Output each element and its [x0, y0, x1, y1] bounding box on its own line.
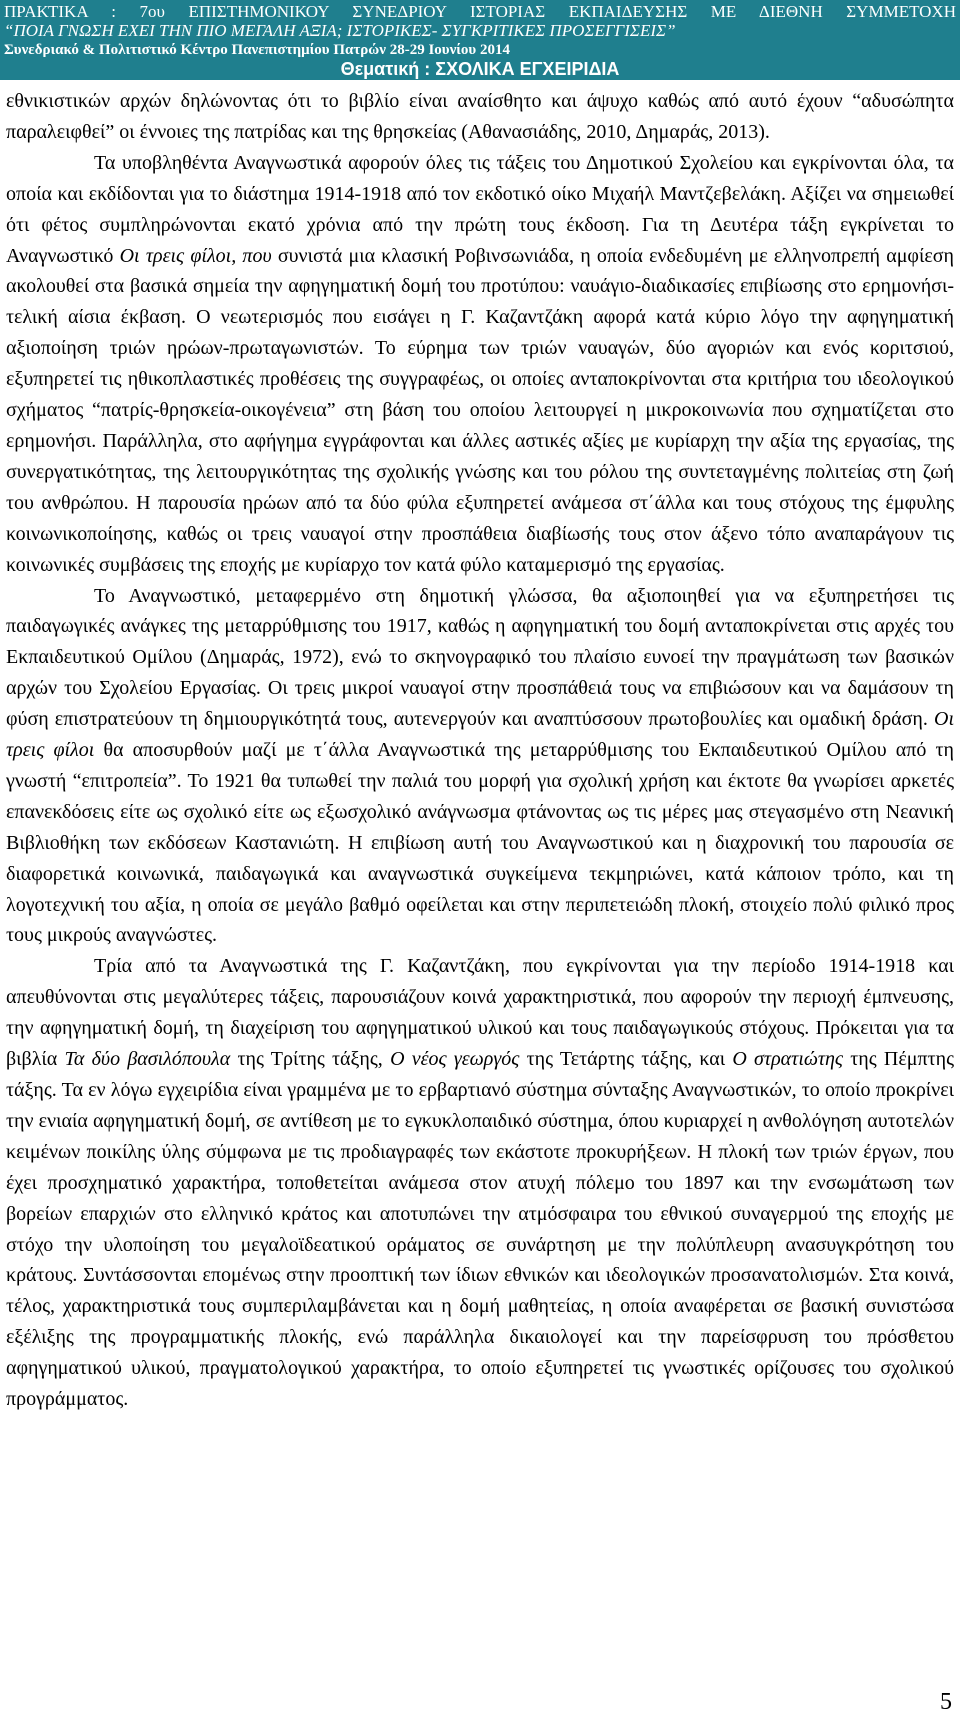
- conference-subtitle: “ΠΟΙΑ ΓΝΩΣΗ ΕΧΕΙ ΤΗΝ ΠΙΟ ΜΕΓΑΛΗ ΑΞΙΑ; ΙΣΤΟΡΙΚΕΣ- ΣΥΓΚΡΙΤΙΚΕΣ ΠΡΟΣΕΓΓΙΣΕΙΣ”: [4, 21, 676, 40]
- paragraph-2-text-a: Τα υποβληθέντα Αναγνωστικά αφορούν όλες τις τάξεις του Δημοτικού Σχολείου και εγκρίνονται όλα, τα οποία και εκδίδονται για το διάστημα 1914-1918 από τον εκδοτικό οίκο Μιχαήλ Μαντζεβελάκη. Αξίζει να σημειωθεί ότι φέτος συμπληρώνονται εκατό χρόνια από την πρώτη τους έκδοση. Για τη Δευτέρα τάξη εγκρίνεται το Αναγνωστικό: [6, 151, 954, 267]
- paragraph-2: [6, 148, 954, 581]
- conference-header-banner: [0, 0, 960, 80]
- book-title-oi-treis-filoi-2: Οι τρεις φίλοι: [6, 708, 954, 762]
- book-title-o-stratiotis: Ο στρατιώτης: [732, 1048, 844, 1071]
- paragraph-2-text-b: συνιστά μια κλασική Ροβινσωνιάδα, η οποία ενδεδυμένη με ελληνοπρεπή αμφίεση ακολουθεί στα βασικά σημεία την αφηγηματική δομή του προτύπου: ναυάγιο-διαδικασίες επιβίωσης στο ερημονήσι- τελική αίσια έκβαση. Ο νεωτερισμός που εισάγει η Γ. Καζαντζάκη αφορά κατά κύριο λόγο την αφηγηματική αξιοποίηση τριών ηρώων-πρωταγωνιστών. Το εύρημα των τριών ναυαγών, δύο αγοριών και ενός κοριτσιού, εξυπηρετεί τις ηθικοπλαστικές προθέσεις της συγγραφέως, οι οποίες ανταποκρίνονται στα κριτήρια του ιδεολογικού σχήματος “πατρίς-θρησκεία-οικογένεια” στη βάση του οποίου λειτουργεί η μικροκοινωνία που σχηματίζεται στο ερημονήσι. Παράλληλα, στο αφήγημα εγγράφονται και άλλες αστικές αξίες με κυρίαρχη την αξία της εργασίας, της συνεργατικότητας, της λειτουργικότητας της σχολικής γνώσης και του ρόλου της συντεταγμένης πολιτείας στη ζωή του ανθρώπου. Η παρουσία ηρώων από τα δύο φύλα εξυπηρετεί ανάμεσα στ΄άλλα και τους στόχους της έμφυλης κοινωνικοποίησης, καθώς οι τρεις ναυαγοί στην προσπάθεια διαβίωσής τους στον άξενο τόπο αναπαράγουν τις κοινωνικές συμβάσεις της εποχής με κυρίαρχο τον κατά φύλο καταμερισμό της εργασίας.: [6, 244, 954, 576]
- section-theme: Θεματική : ΣΧΟΛΙΚΑ ΕΓΧΕΙΡΙΔΙΑ: [340, 59, 620, 79]
- document-body: [6, 86, 954, 1415]
- paragraph-3-text-a: Το Αναγνωστικό, μεταφερμένο στη δημοτική γλώσσα, θα αξιοποιηθεί για να εξυπηρετήσει τις παιδαγωγικές ανάγκες της μεταρρύθμισης του 1917, καθώς η αφηγηματική του δομή ανταποκρίνεται στις αρχές του Εκπαιδευτικού Ομίλου (Δημαράς, 1972), ενώ το σκηνογραφικό του πλαίσιο ευνοεί την πραγμάτωση των βασικών αρχών του Σχολείου Εργασίας. Οι τρεις μικροί ναυαγοί στην προσπάθειά τους να επιβιώσουν και να δαμάσουν τη φύση επιστρατεύουν τη δημιουργικότητά τους, αυτενεργούν και αναπτύσσουν πρωτοβουλίες και ομαδική δράση.: [6, 584, 954, 731]
- page-number: 5: [940, 1689, 952, 1715]
- book-title-o-neos-georgos: Ο νέος γεωργός: [390, 1048, 520, 1071]
- paragraph-4-text-a: Τρία από τα Αναγνωστικά της Γ. Καζαντζάκη, που εγκρίνονται για την περίοδο 1914-1918 και απευθύνονται στις μεγαλύτερες τάξεις, παρουσιάζουν κοινά χαρακτηριστικά, που αφορούν την περιοχή έμπνευσης, την αφηγηματική δομή, τη διαχείριση του αφηγηματικού υλικού και τους παιδαγωγικούς στόχους. Πρόκειται για τα βιβλία: [6, 955, 954, 1071]
- paragraph-4-text-d: της Πέμπτης τάξης. Τα εν λόγω εγχειρίδια είναι γραμμένα με το ερβαρτιανό σύστημα σύνταξης Αναγνωστικών, το οποίο προκρίνει την ενιαία αφηγηματική δομή, σε αντίθεση με το εγκυκλοπαιδικό σύστημα, όπου κυριαρχεί η ανθολόγηση αυτοτελών κειμένων ποικίλης ύλης σύμφωνα με τις προδιαγραφές των εκάστοτε προκυρήξεων. Η πλοκή των τριών έργων, που έχει προσχηματικό χαρακτήρα, τοποθετείται ανάμεσα στον ατυχή πόλεμο του 1897 και την ενσωμάτωση των βορείων επαρχιών στο ελληνικό κράτος και αποτυπώνει την ατμόσφαιρα του εθνικού συναγερμού της εποχής με στόχο την υλοποίηση του μεγαλοϊδεατικού οράματος σε συνάρτηση με την πολύπλευρη ανασυγκρότηση του κράτους. Συντάσσονται επομένως στην προοπτική των ίδιων εθνικών και ιδεολογικών προσανατολισμών. Στα κοινά, τέλος, χαρακτηριστικά τους συμπεριλαμβάνεται και η δομή μαθητείας, η οποία αναφέρεται σε βασική συνιστώσα εξέλιξης της προγραμματικής πλοκής, ενώ παράλληλα δικαιολογεί και την παρείσφρυση του πρόσθετου αφηγηματικού υλικού, πραγματολογικού χαρακτήρα, το οποίο εξυπηρετεί τις γνωστικές ορίζουσες του σχολικού προγράμματος.: [6, 1048, 955, 1411]
- conference-venue: Συνεδριακό & Πολιτιστικό Κέντρο Πανεπιστημίου Πατρών 28-29 Ιουνίου 2014: [4, 42, 510, 58]
- paragraph-4-text-c: της Τετάρτης τάξης, και: [519, 1048, 733, 1071]
- paragraph-4-text-b: της Τρίτης τάξης,: [230, 1048, 391, 1071]
- paragraph-3: [6, 581, 954, 952]
- book-title-ta-dyo-vasilopoula: Τα δύο βασιλόπουλα: [64, 1048, 231, 1071]
- proceedings-title: ΠΡΑΚΤΙΚΑ : 7ου ΕΠΙΣΤΗΜΟΝΙΚΟΥ ΣΥΝΕΔΡΙΟΥ ΙΣΤΟΡΙΑΣ ΕΚΠΑΙΔΕΥΣΗΣ ΜΕ ΔΙΕΘΝΗ ΣΥΜΜΕΤΟΧΗ: [4, 2, 956, 21]
- book-title-oi-treis-filoi: Οι τρεις φίλοι, που: [119, 244, 272, 267]
- paragraph-3-text-b: θα αποσυρθούν μαζί με τ΄άλλα Αναγνωστικά της μεταρρύθμισης του Εκπαιδευτικού Ομίλου από τη γνωστή “επιτροπεία”. Το 1921 θα τυπωθεί την παλιά του μορφή για σχολική χρήση και έκτοτε θα γνωρίσει αρκετές επανεκδόσεις είτε ως σχολικό είτε ως εξωσχολικό ανάγνωσμα φτάνοντας ως τις μέρες μας στεγασμένο στη Νεανική Βιβλιοθήκη των εκδόσεων Καστανιώτη. Η επιβίωση αυτή του Αναγνωστικού και η διαχρονική του παρουσία σε διαφορετικά κοινωνικά, παιδαγωγικά και αναγνωστικά συγκείμενα τεκμηριώνει, κατά κάποιον τρόπο, και τη λογοτεχνική του αξία, η οποία σε μεγάλο βαθμό οφείλεται και στην περιπετειώδη πλοκή, στοιχείο πολύ φιλικό προς τους μικρούς αναγνώστες.: [6, 739, 954, 947]
- paragraph-4: [6, 951, 954, 1415]
- paragraph-1: εθνικιστικών αρχών δηλώνοντας ότι το βιβλίο είναι αναίσθητο και άψυχο καθώς από αυτό έχουν “αδυσώπητα παραλειφθεί” οι έννοιες της πατρίδας και της θρησκείας (Αθανασιάδης, 2010, Δημαράς, 2013).: [6, 90, 954, 143]
